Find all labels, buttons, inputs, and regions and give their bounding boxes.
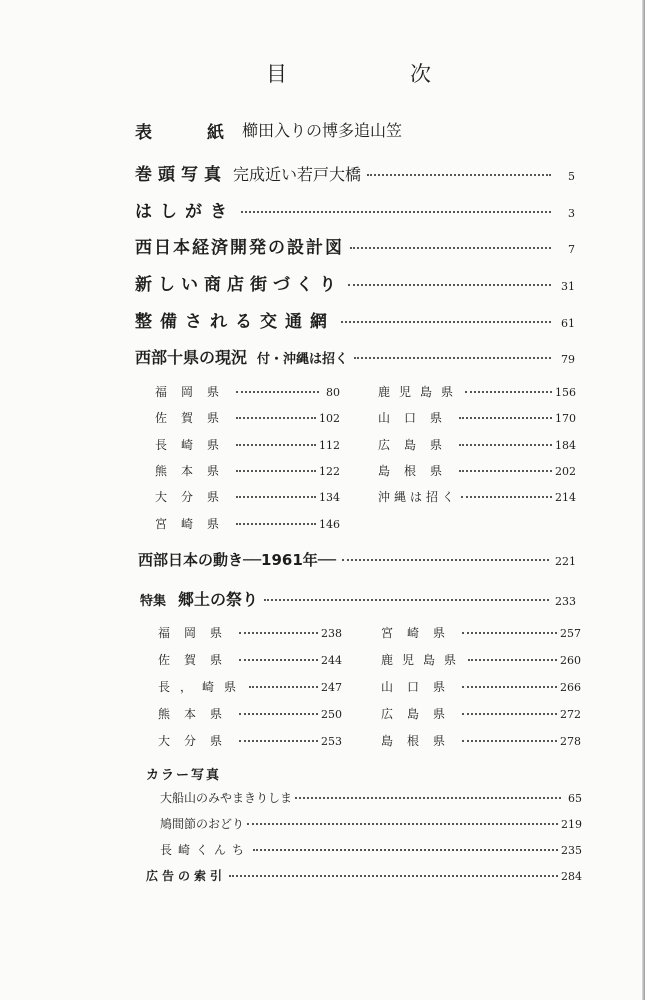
page-number: 260	[560, 654, 581, 667]
entry-label: 鳩間節のおどり	[160, 817, 245, 831]
special-prefix: 特集	[140, 594, 167, 609]
leader-dots	[462, 740, 557, 742]
pref-name: 鹿児島県	[378, 385, 463, 399]
cover-label-a: 表	[135, 123, 152, 143]
section-title: 西部日本の動き──1961年──	[138, 551, 336, 569]
page-number: 170	[555, 412, 576, 425]
color-photo-entry[interactable]	[160, 841, 582, 858]
page-title-left: 目	[266, 62, 287, 86]
leader-dots	[462, 686, 557, 688]
pref-entry[interactable]	[381, 705, 581, 722]
pref-entry[interactable]	[155, 383, 340, 400]
page-number: 266	[560, 681, 581, 694]
pref-name: 大分県	[155, 490, 234, 504]
page-number: 278	[560, 735, 581, 748]
entry-label: はしがき	[135, 202, 235, 222]
leader-dots	[342, 559, 549, 561]
section-title: 西部十県の現況	[135, 348, 248, 367]
pref-name: 島根県	[378, 464, 457, 478]
page-number: 122	[319, 465, 340, 478]
toc-entry-development-plan[interactable]	[135, 233, 575, 258]
pref-name: 長崎県	[155, 438, 234, 452]
leader-dots	[348, 284, 551, 286]
leader-dots	[459, 444, 552, 446]
toc-entry-frontispiece[interactable]	[135, 160, 575, 185]
entry-label: 西日本経済開発の設計図	[135, 238, 344, 258]
entry-label: 新しい商店街づくり	[135, 275, 342, 295]
cover-row	[135, 118, 152, 143]
pref-entry[interactable]	[378, 462, 576, 479]
entry-label: 広告の索引	[146, 869, 227, 883]
page-number: 253	[321, 735, 342, 748]
leader-dots	[239, 740, 318, 742]
pref-entry[interactable]	[158, 732, 342, 749]
pref-name: 熊本県	[158, 707, 237, 721]
pref-entry[interactable]	[158, 624, 342, 641]
pref-entry[interactable]	[155, 436, 340, 453]
page-number: 65	[568, 792, 582, 805]
pref-entry[interactable]	[158, 651, 342, 668]
pref-entry[interactable]	[378, 383, 576, 400]
page-number: 244	[321, 654, 342, 667]
pref-entry[interactable]	[381, 651, 581, 668]
pref-name: 熊本県	[155, 464, 234, 478]
pref-name: 長，崎県	[158, 680, 247, 694]
page-number: 219	[561, 818, 582, 831]
pref-name: 島根県	[381, 734, 460, 748]
leader-dots	[236, 523, 316, 525]
toc-entry-shopping-street[interactable]	[135, 270, 575, 295]
page-number: 214	[555, 491, 576, 504]
pref-entry[interactable]	[155, 462, 340, 479]
page-number: 80	[326, 386, 340, 399]
pref-name: 山口県	[381, 680, 460, 694]
leader-dots	[354, 357, 551, 359]
page-number: 5	[568, 170, 575, 183]
pref-entry[interactable]	[381, 732, 581, 749]
leader-dots	[249, 686, 318, 688]
page-number: 79	[561, 353, 575, 366]
toc-entry-hashigaki[interactable]	[135, 197, 575, 222]
page-number: 238	[321, 627, 342, 640]
page-number: 7	[568, 243, 575, 256]
page-number: 61	[561, 317, 575, 330]
leader-dots	[462, 632, 557, 634]
pref-entry[interactable]	[155, 409, 340, 426]
page-title-right: 次	[410, 62, 431, 86]
page-number: 247	[321, 681, 342, 694]
leader-dots	[229, 875, 558, 877]
page-number: 202	[555, 465, 576, 478]
page-number: 31	[561, 280, 575, 293]
pref-name: 鹿児島県	[381, 653, 466, 667]
pref-name: 広島県	[378, 438, 457, 452]
color-photo-entry[interactable]	[160, 789, 582, 806]
pref-name: 山口県	[378, 411, 457, 425]
pref-name: 広島県	[381, 707, 460, 721]
color-photos-heading: カラー写真	[146, 768, 222, 783]
page-number: 272	[560, 708, 581, 721]
pref-entry[interactable]	[155, 515, 340, 532]
page-number: 233	[555, 595, 576, 608]
leader-dots	[236, 496, 316, 498]
toc-entry-festivals[interactable]	[140, 587, 576, 610]
leader-dots	[462, 713, 557, 715]
leader-dots	[241, 211, 551, 213]
leader-dots	[236, 417, 316, 419]
pref-name: 福岡県	[155, 385, 234, 399]
page-number: 221	[555, 555, 576, 568]
pref-name: 佐賀県	[155, 411, 234, 425]
leader-dots	[239, 713, 318, 715]
pref-name: 大分県	[158, 734, 237, 748]
toc-entry-ten-prefectures[interactable]	[135, 345, 575, 368]
leader-dots	[239, 632, 318, 634]
leader-dots	[459, 470, 552, 472]
page-number: 112	[319, 439, 340, 452]
leader-dots	[468, 659, 557, 661]
leader-dots	[461, 496, 552, 498]
color-photo-entry[interactable]	[160, 815, 582, 832]
pref-name: 佐賀県	[158, 653, 237, 667]
pref-entry[interactable]	[378, 436, 576, 453]
leader-dots	[264, 599, 549, 601]
pref-entry[interactable]	[381, 678, 581, 695]
cover-text: 櫛田入りの博多追山笠	[242, 121, 403, 140]
toc-entry-ad-index[interactable]	[146, 867, 582, 884]
entry-label: 整備される交通網	[135, 312, 335, 332]
pref-entry[interactable]	[381, 624, 581, 641]
leader-dots	[239, 659, 318, 661]
pref-name: 宮崎県	[381, 626, 460, 640]
page-number: 284	[561, 870, 582, 883]
page-number: 235	[561, 844, 582, 857]
cover-row-b	[207, 118, 224, 143]
leader-dots	[253, 849, 558, 851]
leader-dots	[465, 391, 552, 393]
page-number: 250	[321, 708, 342, 721]
leader-dots	[367, 174, 551, 176]
leader-dots	[236, 391, 319, 393]
pref-entry[interactable]	[158, 678, 342, 695]
leader-dots	[295, 797, 561, 799]
frontispiece-label: 巻頭写真	[135, 165, 227, 185]
entry-label: 長崎くんち	[160, 843, 251, 857]
pref-name: 宮崎県	[155, 517, 234, 531]
leader-dots	[247, 823, 558, 825]
leader-dots	[350, 247, 551, 249]
pref-entry[interactable]	[158, 705, 342, 722]
toc-entry-movements-1961[interactable]	[138, 549, 576, 570]
pref-entry[interactable]	[378, 409, 576, 426]
leader-dots	[236, 470, 316, 472]
entry-label: 大船山のみやまきりしま	[160, 791, 293, 805]
pref-entry[interactable]	[378, 488, 576, 505]
pref-name: 福岡県	[158, 626, 237, 640]
page-number: 3	[568, 207, 575, 220]
leader-dots	[459, 417, 552, 419]
pref-entry[interactable]	[155, 488, 340, 505]
toc-entry-transport[interactable]	[135, 307, 575, 332]
leader-dots	[341, 321, 551, 323]
leader-dots	[236, 444, 316, 446]
page-number: 146	[319, 518, 340, 531]
section-title: 郷土の祭り	[178, 590, 259, 609]
page-number: 134	[319, 491, 340, 504]
page-number: 156	[555, 386, 576, 399]
cover-label-b: 紙	[207, 123, 224, 143]
pref-name: 沖縄は招く	[378, 490, 459, 504]
page-number: 102	[319, 412, 340, 425]
page-number: 257	[560, 627, 581, 640]
page-number: 184	[555, 439, 576, 452]
frontispiece-text: 完成近い若戸大橋	[233, 165, 362, 184]
section-subtitle: 付・沖縄は招く	[257, 352, 349, 367]
